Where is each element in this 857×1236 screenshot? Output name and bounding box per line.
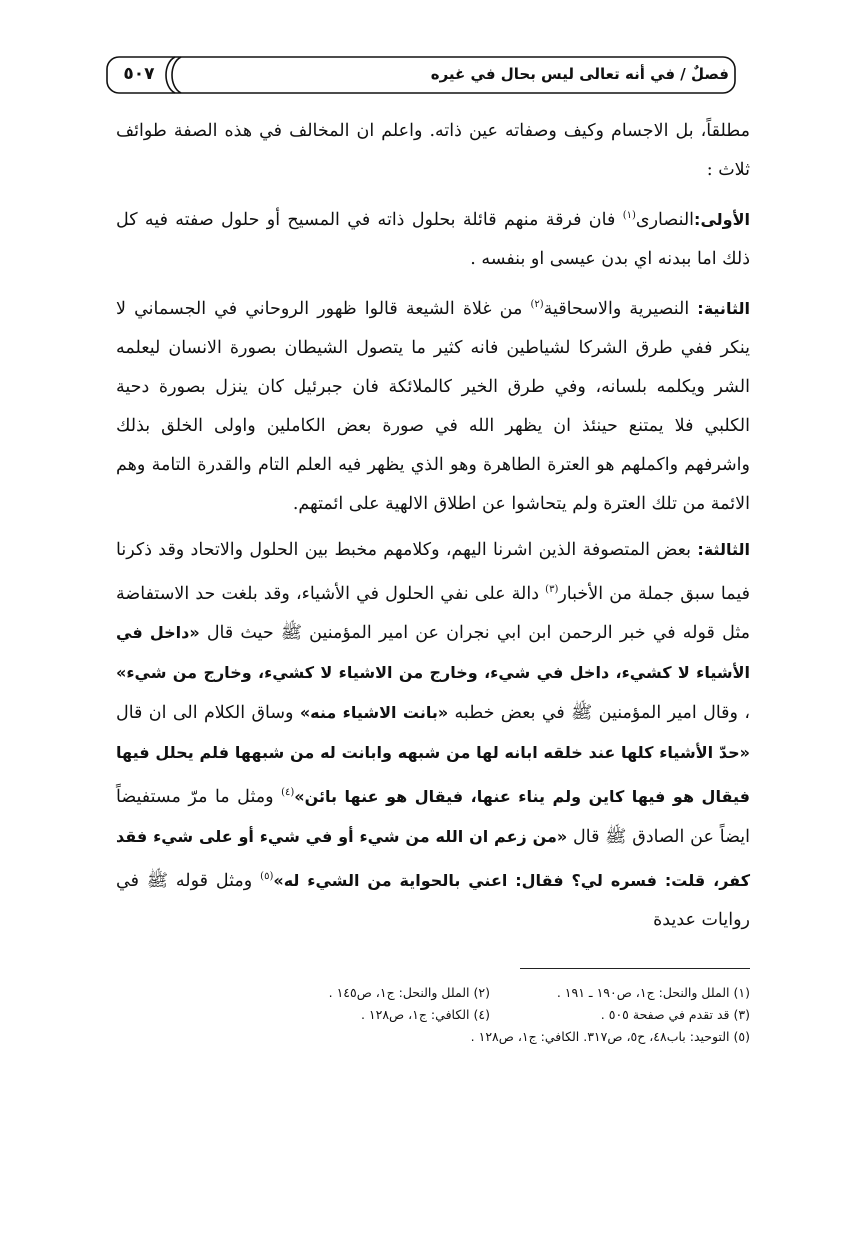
paragraph-third: [116, 530, 750, 940]
paragraph-first: [116, 196, 750, 279]
third-t6: ومثل قوله ﷺ في روايات عديدة: [116, 871, 750, 931]
second-label: الثانية:: [697, 298, 750, 318]
footnote-2: (٢) الملل والنحل: ج١، ص١٤٥ .: [328, 985, 490, 1000]
first-label: الأولى:: [694, 209, 750, 229]
third-t1: بعض المتصوفة الذين اشرنا اليهم، وكلامهم مخبط بين الحلول والاتحاد وقد ذكرنا فيما سبق جملة من الأخبار: [116, 539, 750, 604]
footnote-1: (١) الملل والنحل: ج١، ص١٩٠ ـ ١٩١ .: [556, 985, 750, 1000]
first-text-a: النصارى: [635, 209, 695, 230]
footnote-row: [116, 1004, 750, 1026]
paragraph-second: [116, 285, 750, 524]
quote-3: «حدّ الأشياء كلها عند خلقه ابانه لها من شبهه وابانت له من شبهها فلم يحلل فيها فيقال هو فيها كاين ولم يناء عنها، فيقال هو عنها بائن»: [116, 743, 750, 807]
footnote-ref-4: (٤): [281, 787, 295, 799]
third-label: الثالثة:: [697, 539, 750, 559]
third-t4: وساق الكلام الى ان قال: [116, 703, 294, 724]
footnote-ref-2: (٢): [530, 298, 544, 310]
quote-2: «بانت الاشياء منه»: [299, 703, 449, 723]
body-text: [116, 112, 750, 946]
footnote-3: (٣) قد تقدم في صفحة ٥٠٥ .: [600, 1007, 750, 1022]
running-title: فصلٌ / في أنه تعالى ليس بحال في غيره: [430, 65, 729, 83]
footnotes: [116, 982, 750, 1048]
third-t2: دالة على نفي الحلول في الأشياء، وقد بلغت حد الاستفاضة مثل قوله في خبر الرحمن ابن ابي نجران عن امير المؤمنين ﷺ حيث قال: [116, 583, 750, 644]
footnote-row: [116, 1026, 750, 1048]
footnote-divider: [520, 968, 750, 969]
footnote-ref-3: (٣): [545, 583, 559, 595]
second-text-b: من غلاة الشيعة قالوا ظهور الروحاني في الجسماني لا ينكر ففي طرق الشركا لشياطين فانه كثير ما يتصول الشيطان بصورة الانسان ليعلمه الشر ويكلمه بلسانه، وفي طرق الخير كالملائكة فان جبرئيل كان ينزل بصورة دحية الكلبي فلا يمتنع حينئذ ان يظهر الله في صورة بعض الكاملين واولى الخلق بذلك واشرفهم واكملهم هو العترة الطاهرة وهو الذي يظهر فيه العلم التام والقدرة التامة وهم الائمة من تلك العترة ولم يتحاشوا عن اطلاق الالهية على ائمتهم.: [116, 298, 750, 514]
first-text-b: فان فرقة منهم قائلة بحلول ذاته في المسيح أو حلول صفته فيه كل ذلك اما ببدنه اي بدن عيسى او بنفسه .: [116, 209, 750, 269]
footnote-ref-5: (٥): [260, 871, 274, 883]
quote-4: «من زعم ان الله من شيء أو في شيء أو على شيء فقد كفر، قلت: فسره لي؟ فقال: اعني بالحواية من الشيء له»: [116, 827, 750, 891]
footnote-4: (٤) الكافي: ج١، ص١٢٨ .: [360, 1007, 490, 1022]
page-number: ٥٠٧: [123, 64, 155, 84]
footnote-ref-1: (١): [622, 210, 636, 221]
third-t3: ، وقال امير المؤمنين ﷺ في بعض خطبه: [454, 703, 750, 724]
intro-paragraph: مطلقاً، بل الاجسام وكيف وصفاته عين ذاته. واعلم ان المخالف في هذه الصفة طوائف ثلاث :: [116, 121, 750, 180]
footnote-5: (٥) التوحيد: باب٤٨، ح٥، ص٣١٧. الكافي: ج١، ص١٢٨ .: [470, 1029, 750, 1044]
third-t5: ومثل ما مرّ مستفيضاً ايضاً عن الصادق ﷺ قال: [116, 787, 750, 848]
footnote-row: [116, 982, 750, 1004]
second-text-a: النصيرية والاسحاقية: [543, 298, 690, 319]
quote-1: «داخل في الأشياء لا كشيء، داخل في شيء، وخارج من الاشياء لا كشيء، وخارج من شيء»: [116, 623, 750, 683]
